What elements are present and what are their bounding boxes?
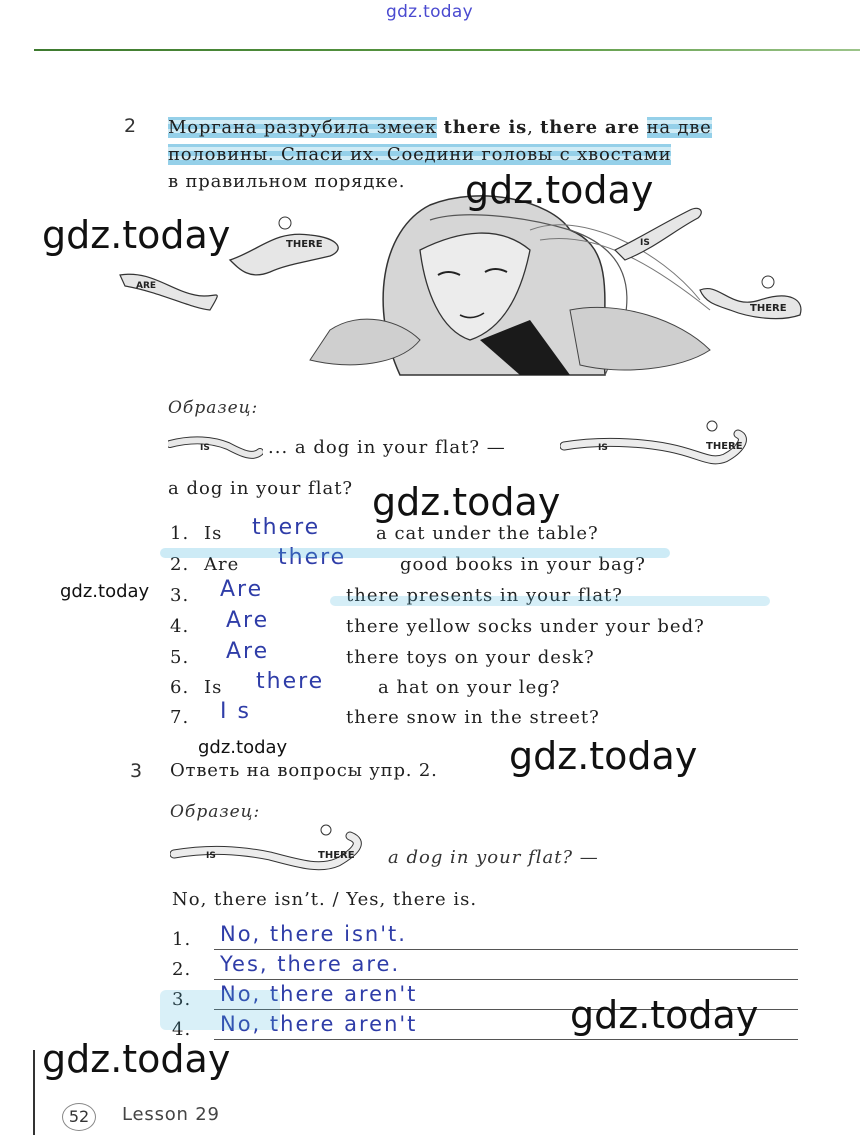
task-there-are: there are xyxy=(540,117,640,138)
answer-1-line xyxy=(214,949,798,950)
item-5-num: 5. xyxy=(170,647,190,668)
sample-snake-is xyxy=(168,430,263,465)
watermark-1: gdz.today xyxy=(465,168,654,212)
snake-there-right xyxy=(700,276,801,319)
watermark-6: gdz.today xyxy=(509,734,698,778)
item-2-answer: there xyxy=(278,545,347,570)
item-1-answer: there xyxy=(252,515,321,540)
sample-label-1: Образец: xyxy=(168,398,259,418)
watermark-4: gdz.today xyxy=(60,581,150,602)
answer-2-text: Yes, there are. xyxy=(220,952,401,976)
morgana-figure xyxy=(310,196,710,375)
watermark-5: gdz.today xyxy=(198,737,288,758)
page-edge xyxy=(33,1050,35,1135)
item-1-rest: a cat under the table? xyxy=(376,523,599,544)
item-1-pre: Is xyxy=(204,523,223,544)
watermark-3: gdz.today xyxy=(372,480,561,524)
exercise-2-number: 2 xyxy=(124,115,137,137)
watermark-2: gdz.today xyxy=(42,213,231,257)
item-3-num: 3. xyxy=(170,585,190,606)
answer-4-text: No, there aren't xyxy=(220,1012,418,1036)
item-3-rest: there presents in your flat? xyxy=(346,585,623,606)
answer-4-line xyxy=(214,1039,798,1040)
snake-there-left xyxy=(230,217,338,275)
watermark-8: gdz.today xyxy=(42,1037,231,1081)
sample-label-2: Образец: xyxy=(170,802,261,822)
page-number: 52 xyxy=(62,1103,96,1131)
sample-snake-is-label: IS xyxy=(200,443,210,453)
site-header[interactable]: gdz.today xyxy=(386,2,473,22)
task-line-3: в правильном порядке. xyxy=(168,171,406,192)
exercise-3-number: 3 xyxy=(130,760,143,782)
answer-1-num: 1. xyxy=(172,929,192,950)
exercise-3-title: Ответь на вопросы упр. 2. xyxy=(170,760,438,781)
snake-are-left xyxy=(120,274,217,310)
item-4-answer: Are xyxy=(226,608,270,633)
highlight-mark-1 xyxy=(160,548,670,558)
item-2-num: 2. xyxy=(170,554,190,575)
item-6-pre: Is xyxy=(204,677,223,698)
sample-snake-is-label-2: IS xyxy=(598,443,608,453)
exercise-3-sample-answer: No, there isn’t. / Yes, there is. xyxy=(172,889,478,910)
sample-snake-3 xyxy=(170,822,385,877)
sample-3-there-label: THERE xyxy=(318,850,355,861)
sample-snake-there xyxy=(560,418,760,478)
answer-2-num: 2. xyxy=(172,959,192,980)
item-7-rest: there snow in the street? xyxy=(346,707,600,728)
snake-is-right xyxy=(615,208,701,260)
top-divider xyxy=(34,49,860,51)
task-there-is: there is xyxy=(443,117,528,138)
sample-snake-there-label: THERE xyxy=(706,441,743,452)
task-text-1: Моргана разрубила змеек xyxy=(168,117,438,138)
item-6-rest: a hat on your leg? xyxy=(378,677,561,698)
item-3-answer: Are xyxy=(220,577,264,602)
item-5-rest: there toys on your desk? xyxy=(346,647,595,668)
answer-2-line xyxy=(214,979,798,980)
highlight-mark-3 xyxy=(160,990,280,1030)
answer-3-text: No, there aren't xyxy=(220,982,418,1006)
snake-label-is-1: IS xyxy=(640,238,650,248)
task-text-2: на две xyxy=(646,117,712,138)
highlight-mark-2 xyxy=(330,596,770,606)
item-7-answer: I s xyxy=(220,699,251,724)
answer-4-num: 4. xyxy=(172,1019,192,1040)
snake-label-are: ARE xyxy=(136,281,157,291)
snake-label-there-1: THERE xyxy=(286,239,323,250)
item-2-pre: Are xyxy=(204,554,240,575)
exercise-3-sample-question: a dog in your flat? — xyxy=(388,847,599,868)
item-6-num: 6. xyxy=(170,677,190,698)
task-line-2: половины. Спаси их. Соедини головы с хвостами xyxy=(168,144,672,165)
item-1-num: 1. xyxy=(170,523,190,544)
sample-question: ... a dog in your flat? — xyxy=(268,437,506,458)
item-4-rest: there yellow socks under your bed? xyxy=(346,616,705,637)
item-6-answer: there xyxy=(256,669,325,694)
lesson-label: Lesson 29 xyxy=(122,1104,220,1125)
snake-label-there-2: THERE xyxy=(750,303,787,314)
item-2-rest: good books in your bag? xyxy=(400,554,646,575)
item-4-num: 4. xyxy=(170,616,190,637)
item-5-answer: Are xyxy=(226,639,270,664)
answer-1-text: No, there isn't. xyxy=(220,922,407,946)
item-7-num: 7. xyxy=(170,707,190,728)
watermark-7: gdz.today xyxy=(570,993,759,1037)
sample-answer: a dog in your flat? xyxy=(168,478,354,499)
sample-3-is-label: IS xyxy=(206,851,216,861)
answer-3-num: 3. xyxy=(172,989,192,1010)
task-comma: , xyxy=(527,117,534,138)
